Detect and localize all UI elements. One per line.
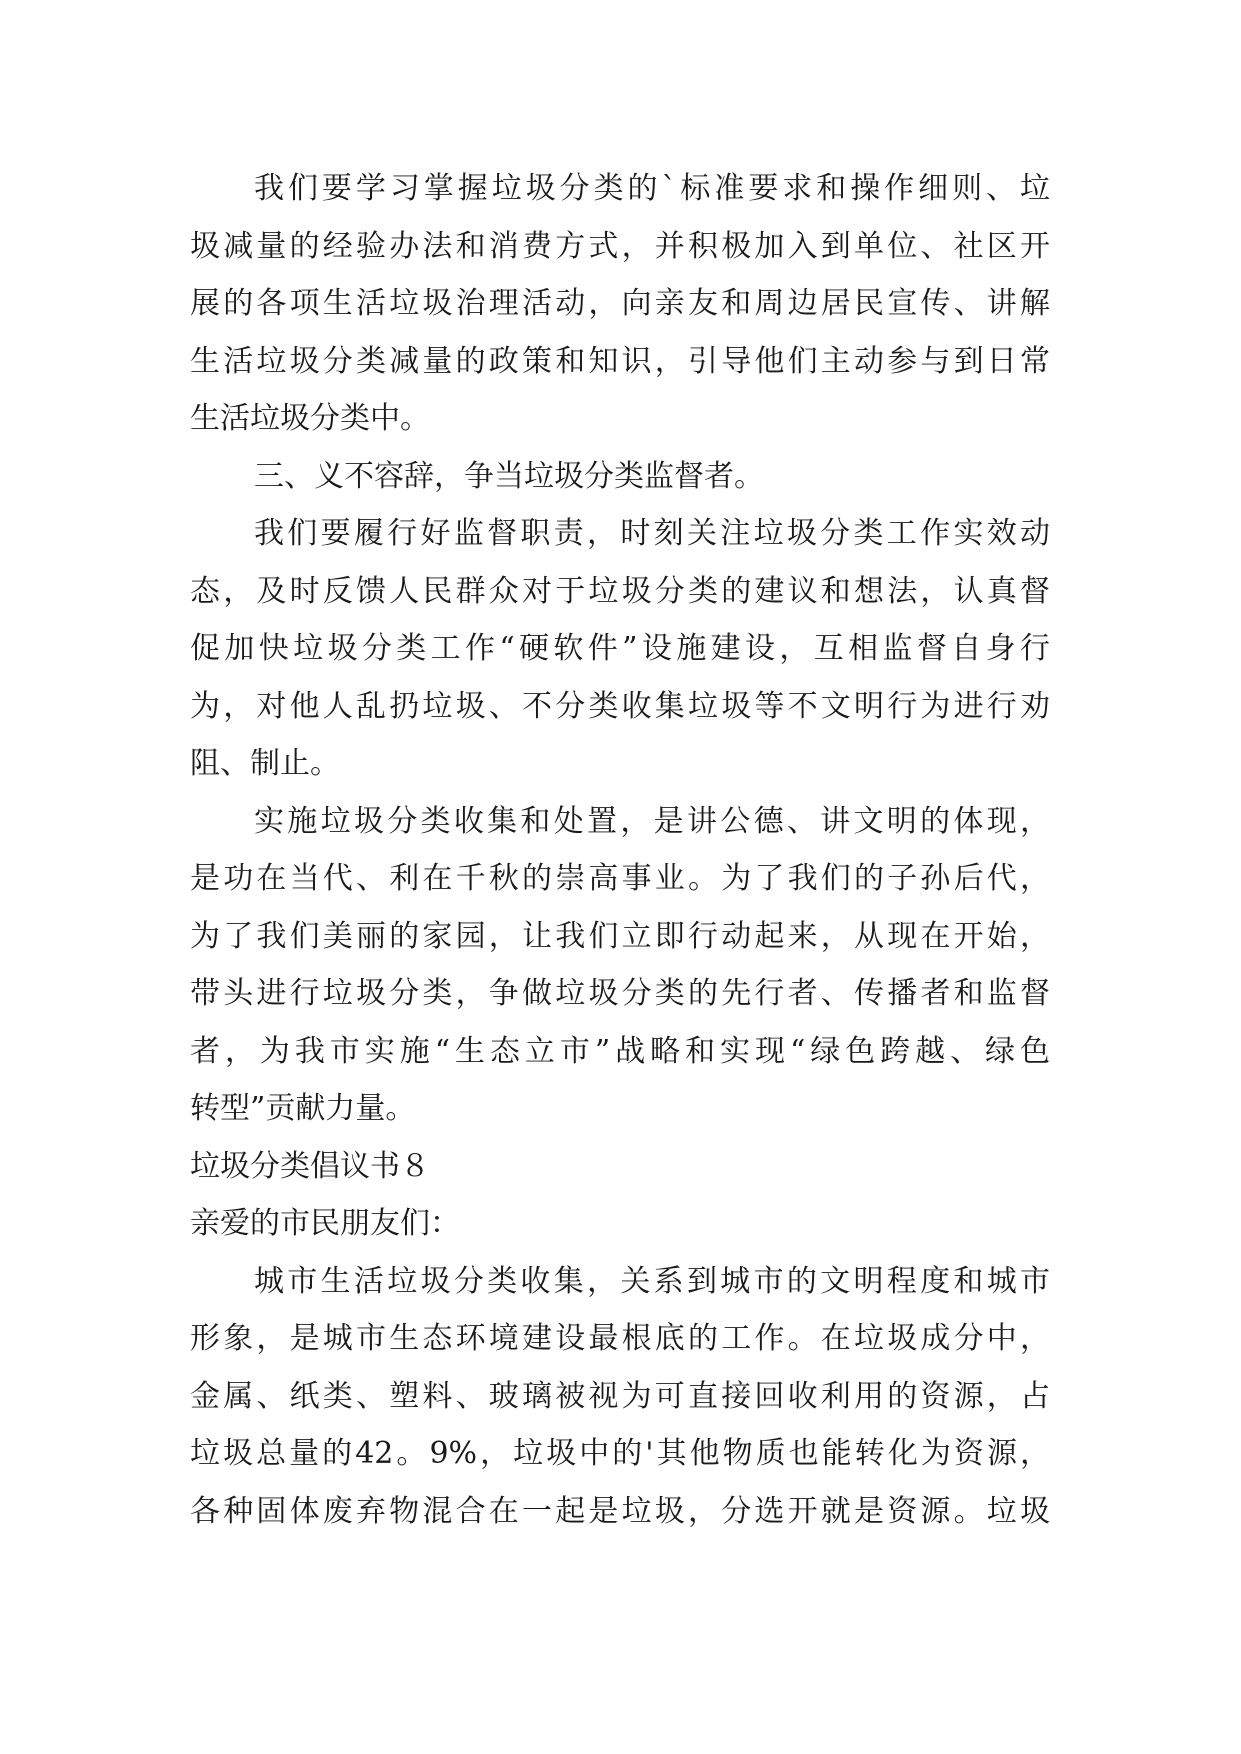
text-line: 实施垃圾分类收集和处置，是讲公德、讲文明的体现，	[254, 803, 1050, 839]
text-line: 展的各项生活垃圾治理活动，向亲友和周边居民宣传、讲解	[190, 286, 1050, 321]
section-heading: 三、义不容辞，争当垃圾分类监督者。	[254, 458, 764, 494]
text-line: 阻、制止。	[190, 746, 340, 781]
text-line: 金属、纸类、塑料、玻璃被视为可直接回收利用的资源，占	[190, 1378, 1050, 1414]
text-line: 为，对他人乱扔垃圾、不分类收集垃圾等不文明行为进行劝	[190, 688, 1050, 724]
document-body	[190, 160, 1050, 1540]
text-line: 者，为我市实施“生态立市”战略和实现“绿色跨越、绿色	[190, 1033, 1050, 1069]
text-line: 态，及时反馈人民群众对于垃圾分类的建议和想法，认真督	[190, 573, 1050, 609]
text-line: 我们要履行好监督职责，时刻关注垃圾分类工作实效动	[254, 516, 1050, 551]
text-line: 带头进行垃圾分类，争做垃圾分类的先行者、传播者和监督	[190, 976, 1050, 1011]
text-line: 促加快垃圾分类工作“硬软件”设施建设，互相监督自身行	[190, 631, 1050, 666]
text-line: 生活垃圾分类中。	[190, 401, 430, 436]
text-line: 是功在当代、利在千秋的崇高事业。为了我们的子孙后代，	[190, 861, 1050, 896]
text-line: 各种固体废弃物混合在一起是垃圾，分选开就是资源。垃圾	[190, 1493, 1050, 1529]
text-line: 为了我们美丽的家园，让我们立即行动起来，从现在开始，	[190, 918, 1050, 954]
document-title: 垃圾分类倡议书８	[190, 1148, 430, 1184]
text-line: 圾减量的经验办法和消费方式，并积极加入到单位、社区开	[190, 228, 1050, 264]
text-line: 我们要学习掌握垃圾分类的`标准要求和操作细则、垃	[254, 171, 1050, 206]
text-line: 垃圾总量的42。9%，垃圾中的'其他物质也能转化为资源，	[190, 1436, 1050, 1471]
text-line: 转型”贡献力量。	[190, 1091, 416, 1126]
salutation: 亲爱的市民朋友们：	[190, 1206, 460, 1241]
text-line: 城市生活垃圾分类收集，关系到城市的文明程度和城市	[254, 1263, 1050, 1299]
text-line: 形象，是城市生态环境建设最根底的工作。在垃圾成分中，	[190, 1321, 1050, 1356]
text-line: 生活垃圾分类减量的政策和知识，引导他们主动参与到日常	[190, 343, 1050, 379]
